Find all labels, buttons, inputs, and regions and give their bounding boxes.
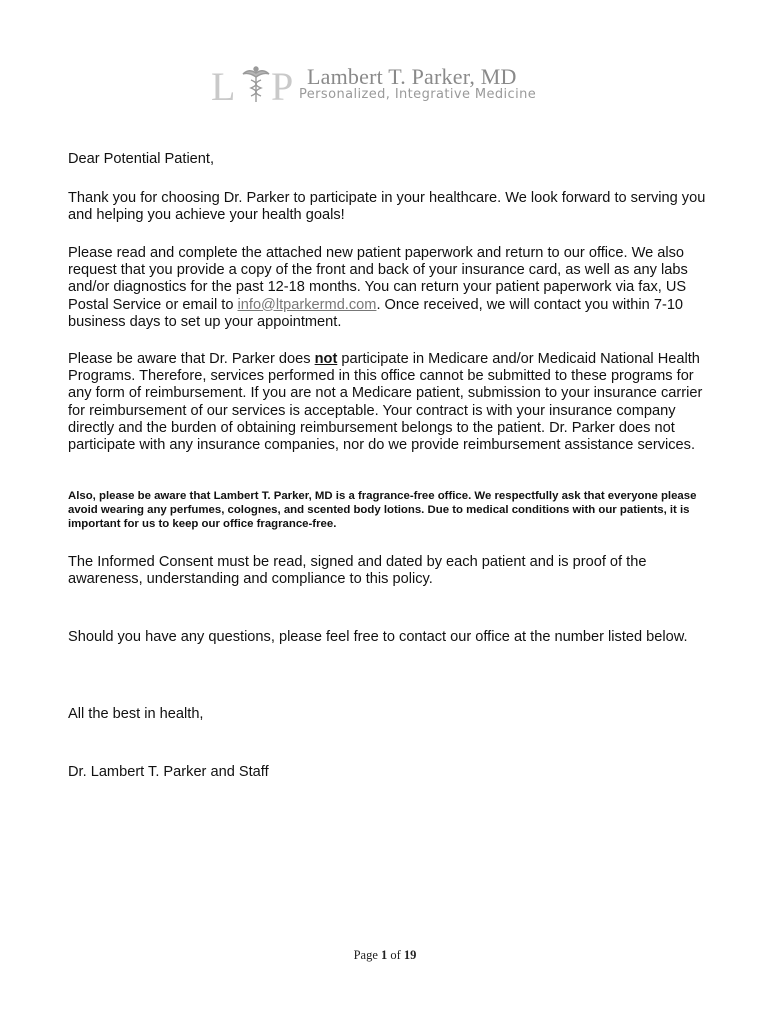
paperwork-text-start: Please read and complete the attached new patient paperwork and return to our office. We also request that you provide a copy of the front and back of your insurance card, as well as any labs and/or diagnostics for the past 12-18 months. You can return your patient paperwork via fax, US Postal Service or email to — [68, 245, 688, 313]
salutation: Dear Potential Patient, — [68, 151, 215, 167]
fragrance-free-notice: Also, please be aware that Lambert T. Parker, MD is a fragrance-free office. We respectfully ask that everyone please avoid wearing any perfumes, colognes, and scented body lotions. Due to medical conditions with our patients, it is important for us to keep our office fragrance-free. — [68, 490, 697, 530]
monogram-left-letter: L — [211, 64, 236, 104]
page-number — [0, 948, 770, 963]
page-mid: of — [387, 948, 404, 962]
letterhead-name: Lambert T. Parker, MD — [307, 64, 517, 89]
signature: Dr. Lambert T. Parker and Staff — [68, 764, 269, 780]
paragraph-questions: Should you have any questions, please feel free to contact our office at the number listed below. — [68, 629, 688, 645]
page-prefix: Page — [353, 948, 381, 962]
paragraph-medicare — [68, 351, 708, 454]
paragraph-paperwork — [68, 245, 708, 331]
closing: All the best in health, — [68, 706, 204, 722]
monogram-right-letter: P — [271, 64, 294, 104]
ltp-monogram-caduceus-icon — [211, 64, 301, 104]
medicare-text-start: Please be aware that Dr. Parker does — [68, 351, 315, 367]
letterhead-tagline: Personalized, Integrative Medicine — [299, 87, 537, 102]
page-total: 19 — [403, 948, 417, 962]
paragraph-thank-you: Thank you for choosing Dr. Parker to participate in your healthcare. We look forward to serving you and helping you achieve your health goals! — [68, 190, 706, 224]
page-current: 1 — [381, 948, 388, 962]
medicare-text-end: participate in Medicare and/or Medicaid National Health Programs. Therefore, services performed in this office cannot be submitted to these programs for any form of reimbursement. If you are not a Medicare patient, submission to your insurance carrier for reimbursement of our services is acceptable. Your contract is with your insurance company directly and the burden of obtaining reimbursement belongs to the patient. Dr. Parker does not participate with any insurance companies, nor do we provide reimbursement assistance services. — [68, 351, 703, 454]
letterhead-logo — [211, 64, 537, 106]
email-link[interactable]: info@ltparkermd.com — [237, 296, 377, 313]
paragraph-informed-consent: The Informed Consent must be read, signed and dated by each patient and is proof of the awareness, understanding and compliance to this policy. — [68, 554, 647, 588]
paperwork-text-end: . Once received, we will contact you within 7-10 business days to set up your appointment. — [68, 296, 684, 330]
medicare-emphasis: not — [314, 351, 338, 367]
